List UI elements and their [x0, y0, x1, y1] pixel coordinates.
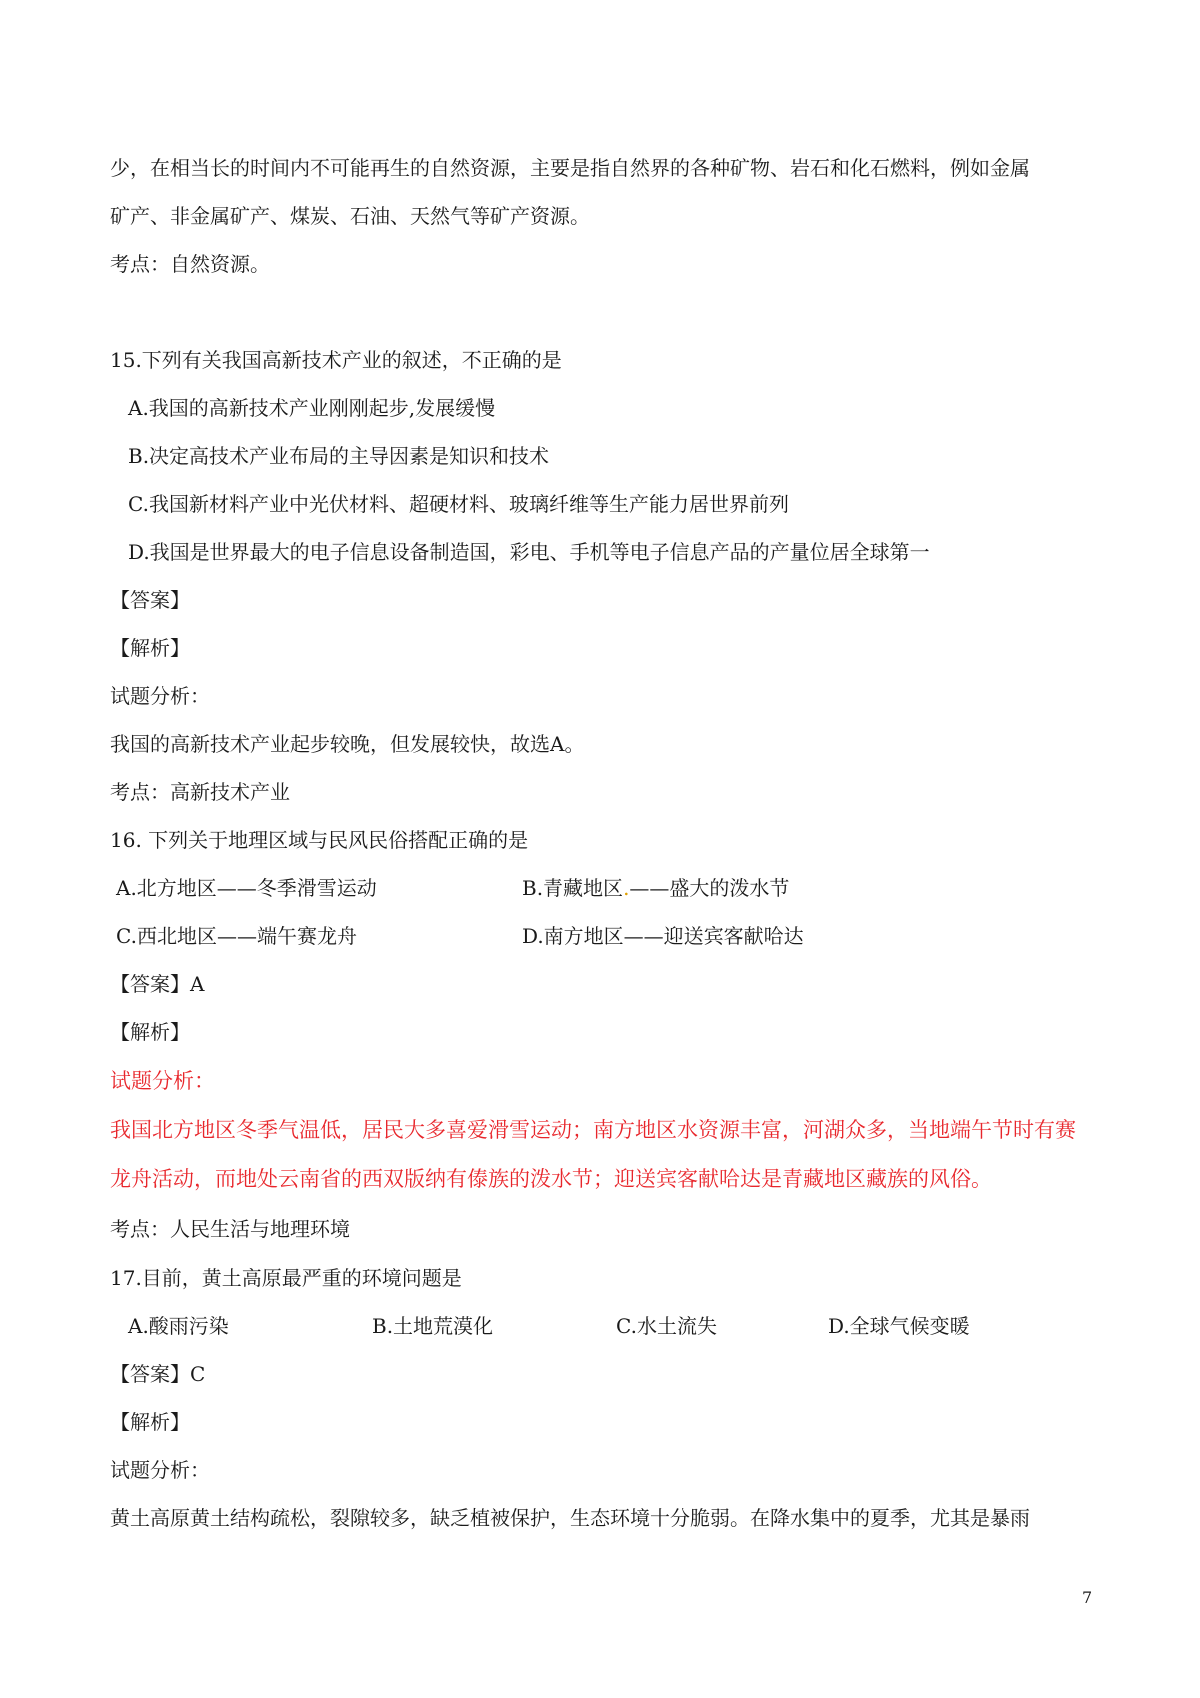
option-a: A.北方地区——冬季滑雪运动 — [116, 876, 377, 900]
option-c: C.我国新材料产业中光伏材料、超硬材料、玻璃纤维等生产能力居世界前列 — [128, 492, 789, 516]
kaodian-line: 考点：自然资源。 — [110, 252, 270, 276]
jiexi-label: 【解析】 — [110, 1410, 190, 1434]
paragraph-line: 少，在相当长的时间内不可能再生的自然资源，主要是指自然界的各种矿物、岩石和化石燃料，例如金属 — [110, 156, 1030, 180]
analysis-label: 试题分析： — [110, 1069, 215, 1093]
answer-label: 【答案】 — [110, 588, 190, 612]
option-a: A.我国的高新技术产业刚刚起步,发展缓慢 — [128, 396, 496, 420]
page-number: 7 — [1082, 1588, 1093, 1607]
option-b-region: B.青藏地区 — [522, 876, 624, 900]
jiexi-label: 【解析】 — [110, 636, 190, 660]
jiexi-label: 【解析】 — [110, 1020, 190, 1044]
answer-label: 【答案】A — [110, 972, 205, 996]
option-d: D.全球气候变暖 — [828, 1314, 970, 1338]
option-d: D.南方地区——迎送宾客献哈达 — [522, 924, 804, 948]
option-c: C.西北地区——端午赛龙舟 — [116, 924, 357, 948]
option-b — [522, 875, 789, 901]
question-stem: 17.目前，黄土高原最严重的环境问题是 — [110, 1266, 462, 1290]
option-a: A.酸雨污染 — [128, 1314, 229, 1338]
option-b: B.决定高技术产业布局的主导因素是知识和技术 — [128, 444, 550, 468]
analysis-label: 试题分析： — [110, 684, 210, 708]
kaodian-line: 考点：高新技术产业 — [110, 780, 290, 804]
option-d: D.我国是世界最大的电子信息设备制造国，彩电、手机等电子信息产品的产量位居全球第一 — [128, 540, 930, 564]
answer-label: 【答案】C — [110, 1362, 206, 1386]
question-stem: 15.下列有关我国高新技术产业的叙述，不正确的是 — [110, 348, 562, 372]
analysis-text: 我国北方地区冬季气温低，居民大多喜爱滑雪运动；南方地区水资源丰富，河湖众多，当地端午节时有赛 — [110, 1118, 1076, 1142]
analysis-label: 试题分析： — [110, 1458, 210, 1482]
kaodian-line: 考点：人民生活与地理环境 — [110, 1217, 350, 1241]
analysis-text: 龙舟活动，而地处云南省的西双版纳有傣族的泼水节；迎送宾客献哈达是青藏地区藏族的风俗。 — [110, 1167, 992, 1191]
stray-mark: . — [623, 876, 630, 900]
option-b: B.土地荒漠化 — [372, 1314, 494, 1338]
analysis-text: 黄土高原黄土结构疏松，裂隙较多，缺乏植被保护，生态环境十分脆弱。在降水集中的夏季，尤其是暴雨 — [110, 1506, 1030, 1530]
option-b-custom: ——盛大的泼水节 — [629, 876, 790, 900]
paragraph-line: 矿产、非金属矿产、煤炭、石油、天然气等矿产资源。 — [110, 204, 590, 228]
option-c: C.水土流失 — [616, 1314, 717, 1338]
analysis-text: 我国的高新技术产业起步较晚，但发展较快，故选A。 — [110, 732, 585, 756]
question-stem: 16. 下列关于地理区域与民风民俗搭配正确的是 — [110, 828, 529, 852]
